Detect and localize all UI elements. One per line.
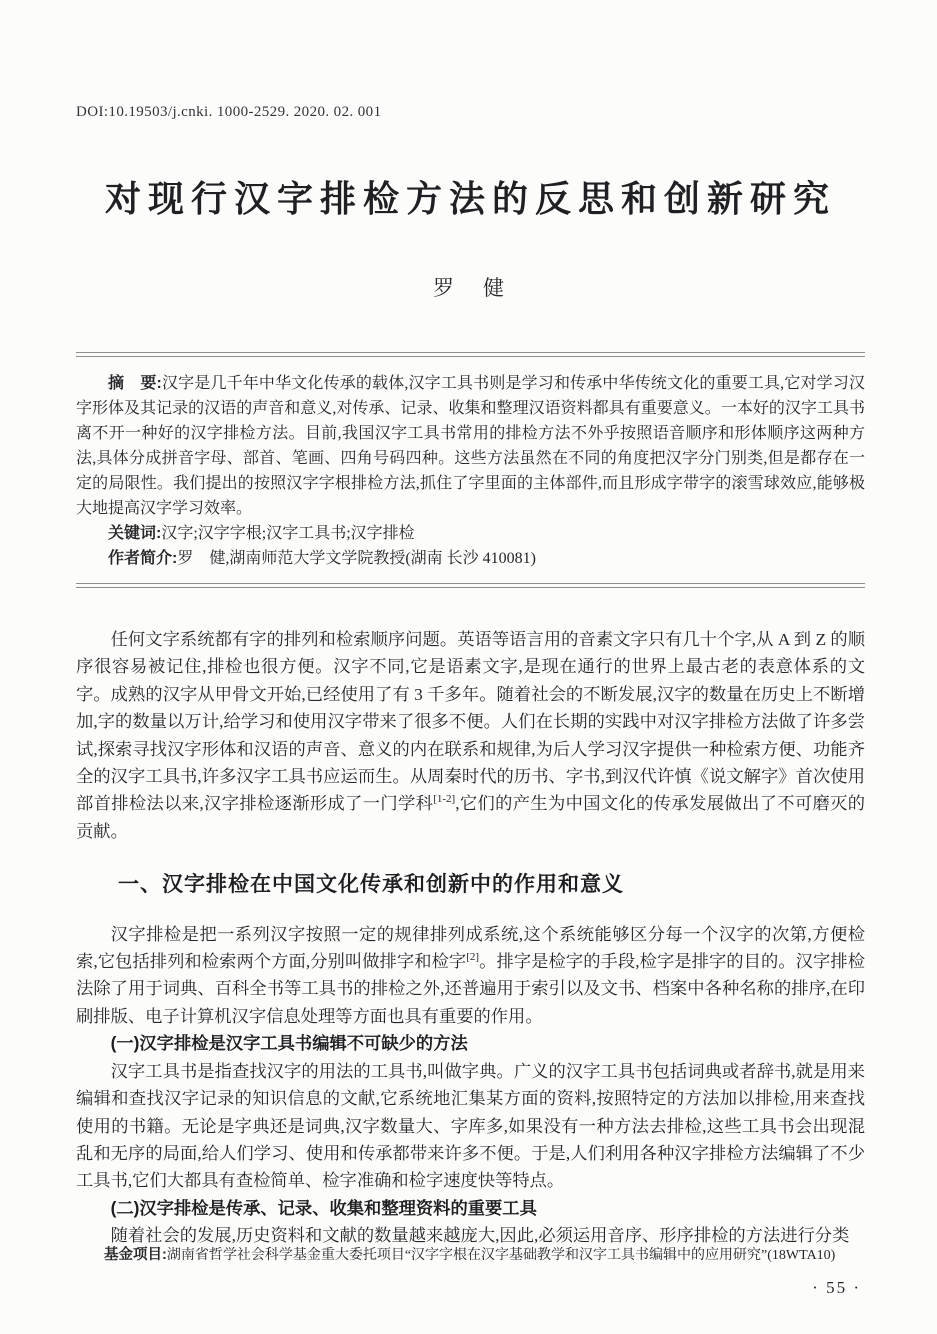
author-name: 罗 健 — [433, 276, 508, 300]
paragraph-section1-text-2: 。排字是检字的手段,检字是排字的目的。汉字排检法除了用于词典、百科全书等工具书的排检之外,还普遍用于索引以及文书、档案中各种名称的排序,在印刷排版、电子计算机汉字信息处理等方面也具有重要的作用。 — [76, 952, 865, 1026]
paragraph-intro — [76, 626, 865, 845]
paper-title: 对现行汉字排检方法的反思和创新研究 — [104, 179, 836, 219]
paragraph-intro-text-2: ,它们的产生为中国文化的传承发展做出了不可磨灭的贡献。 — [76, 794, 865, 841]
abstract-text: 汉字是几千年中华文化传承的载体,汉字工具书则是学习和传承中华传统文化的重要工具,它对学习汉字形体及其记录的汉语的声音和意义,对传承、记录、收集和整理汉语资料都具有重要意义。一本好的汉字工具书离不开一种好的汉字排检方法。目前,我国汉字工具书常用的排检方法不外乎按照语音顺序和形体顺序这两种方法,具体分成拼音字母、部首、笔画、四角号码四种。这些方法虽然在不同的角度把汉字分门别类,但是都存在一定的局限性。我们提出的按照汉字字根排检方法,抓住了字里面的主体部件,而且形成字带字的滚雪球效应,能够极大地提高汉字学习效率。 — [76, 375, 865, 517]
abstract-paragraph — [76, 371, 865, 521]
funding-text: 湖南省哲学社会科学基金重大委托项目“汉字字根在汉字基础教学和汉字工具书编辑中的应用研究”(18WTA10) — [166, 1248, 836, 1263]
author-bio-line — [76, 546, 865, 571]
abstract-bottom-rule — [76, 583, 865, 588]
doi-line: DOI:10.19503/j.cnki. 1000-2529. 2020. 02. 001 — [76, 104, 382, 120]
keywords-text: 汉字;汉字字根;汉字工具书;汉字排检 — [161, 525, 415, 542]
funding-label: 基金项目: — [104, 1247, 167, 1263]
paragraph-section1-text: 汉字排检是把一系列汉字按照一定的规律排列成系统,这个系统能够区分每一个汉字的次第,方便检索,它包括排列和检索两个方面,分别叫做排字和检字 — [76, 924, 865, 972]
author-bio-text: 罗 健,湖南师范大学文学院教授(湖南 长沙 410081) — [177, 550, 537, 567]
paragraph-subsection2: 随着社会的发展,历史资料和文献的数量越来越庞大,因此,必须运用音序、形序排检的方法进行分类 — [110, 1226, 850, 1246]
funding-note — [76, 1244, 865, 1267]
author-bio-label: 作者简介: — [108, 550, 178, 567]
subsection-2-heading: (二)汉字排检是传承、记录、收集和整理资料的重要工具 — [110, 1197, 537, 1218]
citation-ref-2: [2] — [466, 951, 480, 964]
paragraph-subsection1: 汉字工具书是指查找汉字的用法的工具书,叫做字典。广义的汉字工具书包括词典或者辞书,就是用来编辑和查找汉字记录的知识信息的文献,它系统地汇集某方面的资料,按照特定的方法加以排检,用来查找使用的书籍。无论是字典还是词典,汉字数量大、字库多,如果没有一种方法去排检,这些工具书会出现混乱和无序的局面,给人们学习、使用和传承都带来许多不便。于是,人们利用各种汉字排检方法编辑了不少工具书,它们大都具有查检简单、检字准确和检字速度快等特点。 — [76, 1061, 865, 1191]
paragraph-section1 — [76, 921, 865, 1031]
subsection-1-heading: (一)汉字排检是汉字工具书编辑不可缺少的方法 — [110, 1033, 468, 1054]
page-number: · 55 · — [812, 1278, 861, 1297]
article-body — [76, 626, 865, 1250]
section-1-heading: 一、汉字排检在中国文化传承和创新中的作用和意义 — [118, 873, 624, 897]
keywords-line — [76, 521, 865, 546]
abstract-label: 摘 要: — [108, 375, 162, 392]
abstract-top-rule — [76, 352, 865, 357]
keywords-label: 关键词: — [108, 525, 162, 542]
citation-ref-1-2: [1-2] — [433, 793, 456, 806]
abstract-block — [76, 371, 865, 571]
paragraph-intro-text: 任何文字系统都有字的排列和检索顺序问题。英语等语言用的音素文字只有几十个字,从 A 到 Z 的顺序很容易被记住,排检也很方便。汉字不同,它是语素文字,是现在通行的世界上最古老的表意体系的文字。成熟的汉字从甲骨文开始,已经使用了有 3 千多年。随着社会的不断发展,汉字的数量在历史上不断增加,字的数量以万计,给学习和使用汉字带来了很多不便。人们在长期的实践中对汉字排检方法做了许多尝试,探索寻找汉字形体和汉语的声音、意义的内在联系和规律,为后人学习汉字提供一种检索方便、功能齐全的汉字工具书,许多汉字工具书应运而生。从周秦时代的历书、字书,到汉代许慎《说文解字》首次使用部首排检法以来,汉字排检逐渐形成了一门学科 — [76, 630, 865, 814]
